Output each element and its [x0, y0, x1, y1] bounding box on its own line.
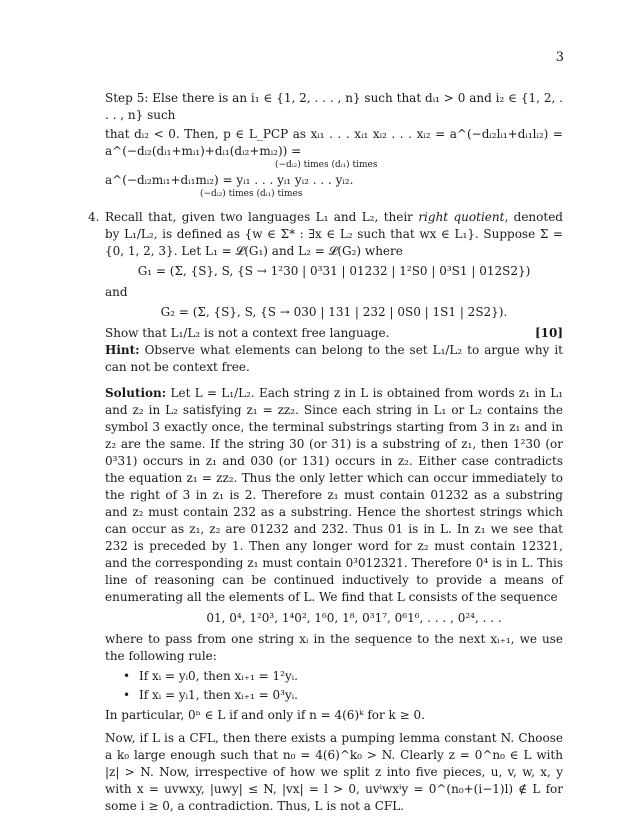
step5-line1: Step 5: Else there is an i₁ ∈ {1, 2, . . . , n} such that dᵢ₁ > 0 and i₂ ∈ {1, 2, . . . , n} such [105, 91, 563, 122]
solution-paragraph-4: Now, if L is a CFL, then there exists a pumping lemma constant N. Choose a k₀ large enough such that n₀ = 4(6)^k₀ > N. Clearly z = 0^n₀ ∈ L with |z| > N. Now, irrespective of how we split z into five pieces, u, v, w, x, y with x = uvwxy, |uwy| ≤ N, |vx| = l > 0, uvⁱwxⁱy = 0^(n₀+(i−1)l) ∉ L for some i ≥ 0, a contradiction. Thus, L is not a CFL. [105, 731, 563, 813]
rules-list [105, 668, 563, 704]
and-word: and [105, 285, 128, 299]
rule-item: • If xᵢ = yᵢ0, then xᵢ₊₁ = 1²yᵢ. [123, 668, 563, 685]
intro-part-a: Recall that, given two languages L₁ and L₂, their [105, 210, 419, 224]
show-statement [105, 325, 563, 342]
step5-underbrace-label-2: (−dᵢ₂) times (dᵢ₁) times [200, 189, 303, 199]
solution-paragraph-2: where to pass from one string xᵢ in the sequence to the next xᵢ₊₁, we use the following rule: [105, 632, 563, 663]
step5-line3: a^(−dᵢ₂mᵢ₁+dᵢ₁mᵢ₂) = yᵢ₁ . . . yᵢ₁ yᵢ₂ . . . yᵢ₂. [105, 173, 354, 187]
intro-part-b: , denoted by L₁/L₂, is defined as {w ∈ Σ* : ∃x ∈ L₂ such that wx ∈ L₁}. Suppose Σ = {0, 1, 2, 3}. Let L₁ = 𝓛(G₁) and L₂ = 𝓛(G₂) where [105, 210, 563, 258]
solution-paragraph-3: In particular, 0ⁿ ∈ L if and only if n = 4(6)ᵏ for k ≥ 0. [105, 708, 425, 722]
step5-line2: that dᵢ₂ < 0. Then, p ∈ L_PCP as xᵢ₁ . . . xᵢ₁ xᵢ₂ . . . xᵢ₂ = a^(−dᵢ₂lᵢ₁+dᵢ₁lᵢ₂) = a^(−dᵢ₂(dᵢ₁+mᵢ₁)+dᵢ₁(dᵢ₂+mᵢ₂)) = [105, 127, 563, 158]
solution-paragraph-1 [105, 385, 563, 606]
problem-4-intro [105, 209, 563, 260]
page-content [88, 90, 563, 815]
right-quotient-term: right quotient [418, 210, 505, 224]
page-number: 3 [555, 50, 564, 65]
grammar-g1: G₁ = (Σ, {S}, S, {S → 1²30 | 0³31 | 01232 | 1²S0 | 0³S1 | 012S2}) [137, 264, 531, 278]
show-text: Show that L₁/L₂ is not a context free language. [105, 326, 390, 340]
step5-block [105, 90, 563, 199]
solution-block [105, 385, 563, 815]
hint-paragraph [105, 342, 563, 376]
rule-item: • If xᵢ = yᵢ1, then xᵢ₊₁ = 0³yᵢ. [123, 687, 563, 704]
solution-text-1: Let L = L₁/L₂. Each string z in L is obtained from words z₁ in L₁ and z₂ in L₂ satisfying z₁ = zz₂. Since each string in L₁ or L₂ contains the symbol 3 exactly once, the terminal substrings starting from 3 in z₁ and in z₂ are the same. If the string 30 (or 31) is a substring of z₁, then 1²30 (or 0³31) occurs in z₁ and 030 (or 131) occurs in z₂. Either case contradicts the equation z₁ = zz₂. Thus the only letter which can occur immediately to the right of 3 in z₁ is 2. Therefore z₁ must contain 01232 as a substring and z₂ must contain 232 as a substring. Hence the shortest strings which can occur as z₁, z₂ are 01232 and 232. Thus 01 is in L. In z₁ we see that 232 is preceded by 1. Then any longer word for z₂ must contain 12321, and the corresponding z₁ must contain 0³012321. Therefore 0⁴ is in L. This line of reasoning can be continued inductively to provide a means of enumerating all the elements of L. We find that L consists of the sequence [105, 386, 563, 604]
step5-underbrace-label-1: (−dᵢ₂) times (dᵢ₁) times [275, 160, 378, 170]
problem-number: 4. [88, 210, 100, 224]
marks: [10] [534, 326, 563, 340]
solution-label: Solution: [105, 386, 167, 400]
grammar-g2: G₂ = (Σ, {S}, S, {S → 030 | 131 | 232 | 0S0 | 1S1 | 2S2}). [160, 305, 508, 319]
hint-text: Observe what elements can belong to the set L₁/L₂ to argue why it can not be context free. [105, 343, 563, 374]
problem-4 [88, 209, 563, 376]
sequence-display: 01, 0⁴, 1²0³, 1⁴0², 1⁶0, 1⁸, 0³1⁷, 0⁶1⁶, . . . , 0²⁴, . . . [206, 611, 502, 625]
hint-label: Hint: [105, 343, 140, 357]
